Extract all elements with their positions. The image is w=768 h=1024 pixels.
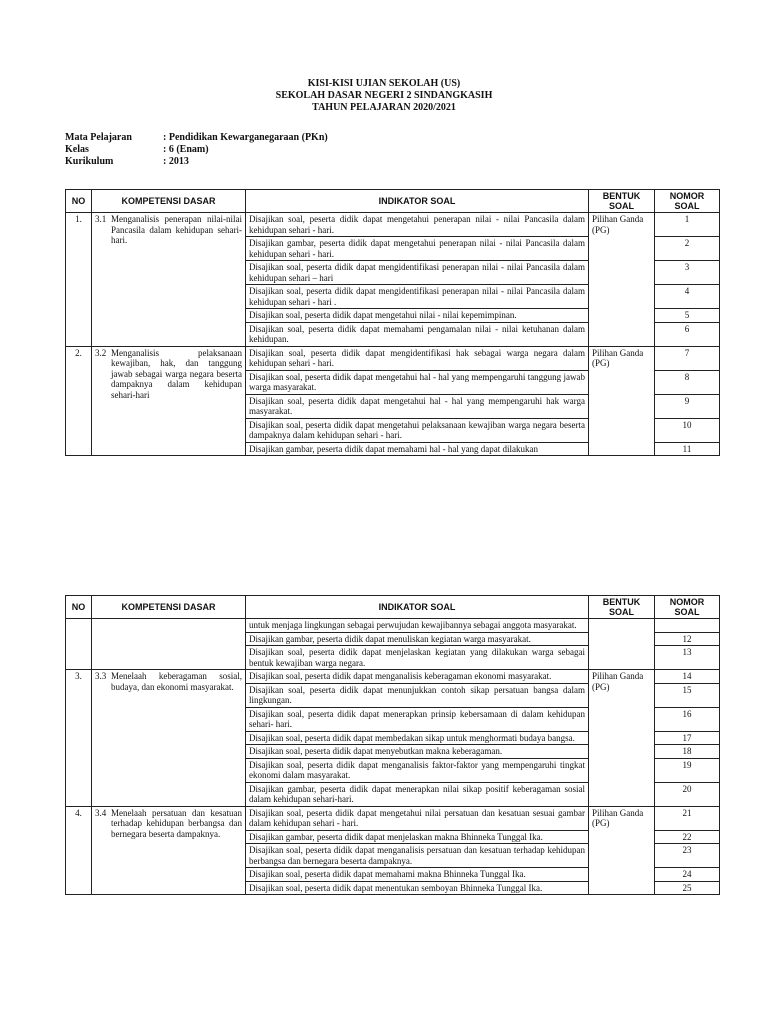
- meta-value: : 2013: [163, 156, 189, 167]
- cell-indikator: untuk menjaga lingkungan sebagai perwujudan kewajibannya sebagai anggota masyarakat.: [246, 619, 589, 633]
- cell-nomor: 23: [655, 844, 720, 868]
- cell-indikator: Disajikan gambar, peserta didik dapat menuliskan kegiatan warga masyarakat.: [246, 632, 589, 646]
- cell-nomor: 15: [655, 683, 720, 707]
- cell-kd: [92, 619, 246, 670]
- cell-nomor: 5: [655, 309, 720, 323]
- cell-nomor: 3: [655, 261, 720, 285]
- cell-nomor: 17: [655, 731, 720, 745]
- meta-value: : Pendidikan Kewarganegaraan (PKn): [163, 132, 328, 143]
- cell-bentuk: Pilihan Ganda (PG): [589, 213, 655, 347]
- cell-indikator: Disajikan soal, peserta didik dapat mengetahui pelaksanaan kewajiban warga negara beserta dampaknya dalam kehidupan sehari - hari.: [246, 418, 589, 442]
- kd-content: [92, 670, 245, 693]
- col-header-nomor: NOMOR SOAL: [655, 596, 720, 619]
- cell-indikator: Disajikan soal, peserta didik dapat menganalisis faktor-faktor yang mempengaruhi tingkat ekonomi dalam masyarakat.: [246, 758, 589, 782]
- cell-nomor: 21: [655, 806, 720, 830]
- grid-table-1: [65, 189, 720, 456]
- cell-indikator: Disajikan soal, peserta didik dapat mengetahui penerapan nilai - nilai Pancasila dalam kehidupan sehari - hari.: [246, 213, 589, 237]
- col-header-no: NO: [66, 596, 92, 619]
- cell-nomor: 22: [655, 830, 720, 844]
- kd-text: Menelaah persatuan dan kesatuan terhadap kehidupan berbangsa dan bernegara beserta dampaknya.: [111, 807, 242, 839]
- cell-nomor: 2: [655, 237, 720, 261]
- meta-row: [65, 156, 328, 168]
- cell-indikator: Disajikan gambar, peserta didik dapat menjelaskan makna Bhinneka Tunggal Ika.: [246, 830, 589, 844]
- cell-nomor: 13: [655, 646, 720, 670]
- meta-row: [65, 144, 328, 156]
- cell-indikator: Disajikan soal, peserta didik dapat menentukan semboyan Bhinneka Tunggal Ika.: [246, 881, 589, 895]
- title-line-3: TAHUN PELAJARAN 2020/2021: [312, 102, 456, 113]
- cell-nomor: 19: [655, 758, 720, 782]
- kd-text: Menelaah keberagaman sosial, budaya, dan ekonomi masyarakat.: [111, 671, 242, 692]
- cell-nomor: 24: [655, 868, 720, 882]
- document-title: [0, 78, 768, 114]
- cell-nomor: 14: [655, 670, 720, 684]
- cell-nomor: 9: [655, 394, 720, 418]
- cell-indikator: Disajikan soal, peserta didik dapat memahami pengamalan nilai - nilai ketuhanan dalam kehidupan.: [246, 322, 589, 346]
- cell-indikator: Disajikan soal, peserta didik dapat mengetahui hal - hal yang mempengaruhi hak warga masyarakat.: [246, 394, 589, 418]
- col-header-bentuk: BENTUK SOAL: [589, 596, 655, 619]
- cell-indikator: Disajikan soal, peserta didik dapat mengidentifikasi penerapan nilai - nilai Pancasila dalam kehidupan sehari - hari .: [246, 285, 589, 309]
- col-header-kd: KOMPETENSI DASAR: [92, 190, 246, 213]
- cell-nomor: 20: [655, 782, 720, 806]
- col-header-no: NO: [66, 190, 92, 213]
- cell-nomor: 25: [655, 881, 720, 895]
- cell-indikator: Disajikan soal, peserta didik dapat menjelaskan kegiatan yang dilakukan warga sebagai bentuk kewajiban warga negara.: [246, 646, 589, 670]
- cell-indikator: Disajikan gambar, peserta didik dapat memahami hal - hal yang dapat dilakukan: [246, 442, 589, 456]
- col-header-nomor: NOMOR SOAL: [655, 190, 720, 213]
- table-header-row: [66, 596, 720, 619]
- document-meta: [65, 132, 328, 168]
- table-body-2: [66, 619, 720, 895]
- table-row: [66, 619, 720, 633]
- meta-value: : 6 (Enam): [163, 144, 209, 155]
- title-line-2: SEKOLAH DASAR NEGERI 2 SINDANGKASIH: [275, 90, 493, 101]
- cell-nomor: 11: [655, 442, 720, 456]
- cell-bentuk: Pilihan Ganda (PG): [589, 670, 655, 807]
- kd-text: Menganalisis penerapan nilai-nilai Pancasila dalam kehidupan sehari-hari.: [111, 214, 242, 245]
- kd-number: 3.4: [95, 807, 107, 818]
- cell-no: 4.: [66, 806, 92, 895]
- cell-no: 1.: [66, 213, 92, 347]
- cell-indikator: Disajikan soal, peserta didik dapat mengidentifikasi hak sebagai warga negara dalam kehidupan sehari - hari.: [246, 346, 589, 370]
- kd-number: 3.1: [95, 214, 107, 224]
- cell-nomor: 12: [655, 632, 720, 646]
- table-row: [66, 806, 720, 830]
- col-header-bentuk: BENTUK SOAL: [589, 190, 655, 213]
- table-header-row: [66, 190, 720, 213]
- cell-indikator: Disajikan soal, peserta didik dapat mengetahui hal - hal yang mempengaruhi tanggung jawab warga masyarakat.: [246, 370, 589, 394]
- cell-indikator: Disajikan gambar, peserta didik dapat mengetahui penerapan nilai - nilai Pancasila dalam kehidupan sehari - hari.: [246, 237, 589, 261]
- cell-nomor: 1: [655, 213, 720, 237]
- cell-nomor: 10: [655, 418, 720, 442]
- cell-indikator: Disajikan soal, peserta didik dapat mengetahui nilai persatuan dan kesatuan sesuai gambar dalam kehidupan sehari - hari.: [246, 806, 589, 830]
- cell-indikator: Disajikan soal, peserta didik dapat mengetahui nilai - nilai kepemimpinan.: [246, 309, 589, 323]
- meta-key: Kelas: [65, 144, 89, 155]
- cell-kd: [92, 806, 246, 895]
- cell-indikator: Disajikan soal, peserta didik dapat menganalisis persatuan dan kesatuan terhadap kehidupan berbangsa dan bernegara beserta dampaknya.: [246, 844, 589, 868]
- kd-content: [92, 807, 245, 841]
- cell-nomor: 4: [655, 285, 720, 309]
- kd-content: [92, 213, 245, 247]
- cell-indikator: Disajikan soal, peserta didik dapat mengidentifikasi penerapan nilai - nilai Pancasila dalam kehidupan sehari – hari: [246, 261, 589, 285]
- col-header-kd: KOMPETENSI DASAR: [92, 596, 246, 619]
- cell-indikator: Disajikan soal, peserta didik dapat menerapkan prinsip kebersamaan di dalam kehidupan sehari- hari.: [246, 707, 589, 731]
- col-header-indikator: INDIKATOR SOAL: [246, 596, 589, 619]
- cell-nomor: [655, 619, 720, 633]
- cell-indikator: Disajikan soal, peserta didik dapat menyebutkan makna keberagaman.: [246, 745, 589, 759]
- cell-nomor: 6: [655, 322, 720, 346]
- cell-indikator: Disajikan soal, peserta didik dapat menganalisis keberagaman ekonomi masyarakat.: [246, 670, 589, 684]
- meta-row: [65, 132, 328, 144]
- cell-bentuk: Pilihan Ganda (PG): [589, 806, 655, 895]
- title-line-1: KISI-KISI UJIAN SEKOLAH (US): [307, 78, 461, 89]
- cell-kd: [92, 670, 246, 807]
- cell-indikator: Disajikan soal, peserta didik dapat membedakan sikap untuk menghormati budaya bangsa.: [246, 731, 589, 745]
- table-row: [66, 346, 720, 370]
- kd-number: 3.2: [95, 347, 107, 358]
- table-row: [66, 670, 720, 684]
- cell-no: 3.: [66, 670, 92, 807]
- cell-nomor: 8: [655, 370, 720, 394]
- cell-no: 2.: [66, 346, 92, 456]
- table-row: [66, 213, 720, 237]
- kd-content: [92, 347, 245, 402]
- cell-indikator: Disajikan soal, peserta didik dapat memahami makna Bhinneka Tunggal Ika.: [246, 868, 589, 882]
- kd-number: 3.3: [95, 671, 107, 681]
- cell-bentuk: Pilihan Ganda (PG): [589, 346, 655, 456]
- cell-indikator: Disajikan gambar, peserta didik dapat menerapkan nilai sikap positif keberagaman sosial dalam kehidupan sehari-hari.: [246, 782, 589, 806]
- table-body-1: [66, 213, 720, 456]
- cell-nomor: 18: [655, 745, 720, 759]
- cell-bentuk: [589, 619, 655, 670]
- col-header-indikator: INDIKATOR SOAL: [246, 190, 589, 213]
- kd-text: Menganalisis pelaksanaan kewajiban, hak, dan tanggung jawab sebagai warga negara beserta dampaknya dalam kehidupan sehari-hari: [111, 347, 242, 400]
- cell-nomor: 16: [655, 707, 720, 731]
- cell-kd: [92, 346, 246, 456]
- cell-kd: [92, 213, 246, 347]
- meta-key: Kurikulum: [65, 156, 114, 167]
- grid-table-2: [65, 595, 720, 895]
- cell-indikator: Disajikan soal, peserta didik dapat menunjukkan contoh sikap persatuan bangsa dalam lingkungan.: [246, 683, 589, 707]
- meta-key: Mata Pelajaran: [65, 132, 132, 143]
- cell-no: [66, 619, 92, 670]
- cell-nomor: 7: [655, 346, 720, 370]
